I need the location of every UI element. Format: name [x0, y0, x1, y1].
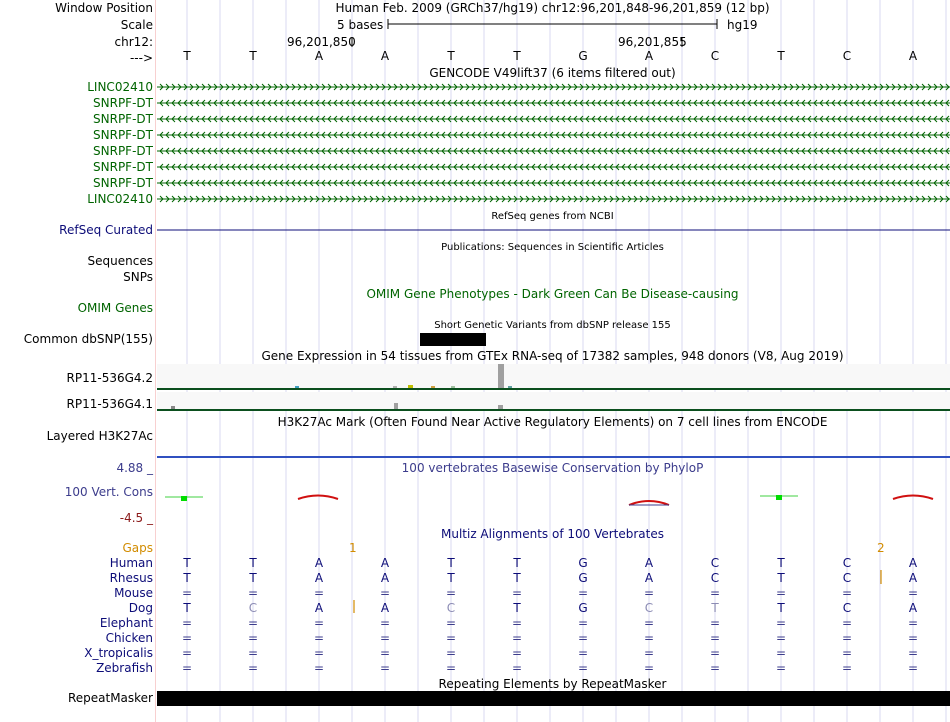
alignment-base: T	[777, 556, 785, 570]
alignment-base: =	[445, 586, 457, 600]
alignment-base: A	[380, 571, 390, 585]
alignment-base: C	[710, 571, 720, 585]
alignment-base: =	[709, 616, 721, 630]
alignment-base: T	[513, 556, 521, 570]
alignment-base: =	[841, 661, 853, 675]
species-label[interactable]: Elephant	[99, 616, 153, 630]
alignment-base: =	[379, 661, 391, 675]
alignment-row	[155, 616, 950, 631]
alignment-base: =	[445, 616, 457, 630]
coordinate-left: 96,201,850	[287, 35, 356, 49]
alignment-base: =	[643, 631, 655, 645]
omim-track-label[interactable]: OMIM Genes	[77, 301, 153, 315]
alignment-base: T	[249, 571, 257, 585]
gencode-gene-label[interactable]: LINC02410	[87, 80, 153, 94]
assembly-name: hg19	[727, 18, 758, 32]
alignment-base: =	[379, 616, 391, 630]
repeatmasker-block[interactable]	[157, 691, 950, 706]
gencode-gene-line	[157, 116, 950, 122]
ruler-base: A	[314, 49, 324, 63]
alignment-base: C	[248, 601, 258, 615]
alignment-base: A	[644, 556, 654, 570]
alignment-base: =	[643, 616, 655, 630]
dbsnp-track-label[interactable]: Common dbSNP(155)	[23, 332, 153, 346]
alignment-base: A	[380, 601, 390, 615]
dbsnp-track-title: Short Genetic Variants from dbSNP release 155	[434, 320, 671, 331]
alignment-base: T	[183, 571, 191, 585]
ruler-base: T	[447, 49, 455, 63]
ruler-base: A	[644, 49, 654, 63]
alignment-base: =	[511, 586, 523, 600]
alignment-base: =	[181, 646, 193, 660]
alignment-base: =	[775, 631, 787, 645]
position-title: Human Feb. 2009 (GRCh37/hg19) chr12:96,201,848-96,201,859 (12 bp)	[335, 1, 770, 15]
alignment-base: T	[513, 601, 521, 615]
gencode-gene-label[interactable]: SNRPF-DT	[93, 112, 153, 126]
alignment-base: =	[841, 616, 853, 630]
gencode-track-title: GENCODE V49lift37 (6 items filtered out)	[429, 66, 676, 80]
alignment-base: =	[643, 661, 655, 675]
dbsnp-variant-block[interactable]	[420, 333, 486, 346]
alignment-base: =	[313, 616, 325, 630]
alignment-row	[155, 661, 950, 676]
alignment-base: G	[578, 601, 588, 615]
alignment-base: T	[249, 556, 257, 570]
gencode-gene-label[interactable]: SNRPF-DT	[93, 144, 153, 158]
publications-sequences-label[interactable]: Sequences	[87, 254, 153, 268]
gaps-label: Gaps	[122, 541, 153, 555]
alignment-base: =	[709, 631, 721, 645]
alignment-base: =	[511, 631, 523, 645]
gencode-gene-line	[157, 196, 950, 202]
publications-track-title: Publications: Sequences in Scientific Articles	[441, 242, 664, 253]
alignment-base: T	[447, 571, 455, 585]
species-label[interactable]: X_tropicalis	[84, 646, 153, 660]
gencode-gene-label[interactable]: SNRPF-DT	[93, 96, 153, 110]
alignment-base: T	[777, 571, 785, 585]
alignment-base: A	[380, 556, 390, 570]
alignment-base: A	[644, 571, 654, 585]
alignment-base: C	[842, 556, 852, 570]
publications-snps-label[interactable]: SNPs	[123, 270, 153, 284]
alignment-base: =	[841, 631, 853, 645]
alignment-base: =	[577, 646, 589, 660]
ruler-base: C	[710, 49, 720, 63]
alignment-base: =	[247, 661, 259, 675]
phylop-track-title: 100 vertebrates Basewise Conservation by PhyloP	[401, 461, 704, 475]
alignment-base: =	[907, 646, 919, 660]
species-label[interactable]: Zebrafish	[96, 661, 153, 675]
gap-mark-1: 1	[349, 541, 357, 555]
alignment-base: T	[513, 571, 521, 585]
alignment-base: C	[710, 556, 720, 570]
alignment-base: =	[709, 586, 721, 600]
alignment-base: A	[314, 556, 324, 570]
alignment-base: G	[578, 556, 588, 570]
alignment-base: =	[511, 661, 523, 675]
gtex-gene-label-1[interactable]: RP11-536G4.2	[66, 371, 153, 385]
repeatmasker-track-label[interactable]: RepeatMasker	[67, 691, 153, 705]
alignment-row	[155, 586, 950, 601]
alignment-base: C	[842, 571, 852, 585]
browser-image[interactable]	[155, 0, 950, 722]
alignment-base: =	[181, 661, 193, 675]
alignment-base: =	[445, 631, 457, 645]
phylop-max-label: 4.88 _	[116, 461, 153, 475]
alignment-base: G	[578, 571, 588, 585]
alignment-base: =	[247, 631, 259, 645]
species-label[interactable]: Chicken	[105, 631, 153, 645]
alignment-base: =	[643, 586, 655, 600]
scale-label: Scale	[120, 18, 153, 32]
alignment-base: =	[907, 661, 919, 675]
ruler-base: A	[908, 49, 918, 63]
ruler-base: T	[513, 49, 521, 63]
alignment-base: =	[907, 631, 919, 645]
alignment-base: =	[775, 646, 787, 660]
gencode-gene-line	[157, 132, 950, 138]
alignment-base: T	[183, 556, 191, 570]
ruler-base: A	[380, 49, 390, 63]
species-label[interactable]: Human	[109, 556, 153, 570]
species-label[interactable]: Dog	[128, 601, 153, 615]
alignment-base: =	[313, 661, 325, 675]
alignment-base: =	[445, 646, 457, 660]
alignment-row	[155, 556, 950, 571]
ruler-bases	[155, 49, 950, 64]
strand-arrow-label: --->	[129, 51, 153, 65]
alignment-base: =	[643, 646, 655, 660]
alignment-base: =	[577, 661, 589, 675]
alignment-base: =	[775, 586, 787, 600]
alignment-row	[155, 571, 950, 586]
gencode-gene-label[interactable]: SNRPF-DT	[93, 128, 153, 142]
gencode-gene-line	[157, 180, 950, 186]
gtex-gene-label-2[interactable]: RP11-536G4.1	[66, 397, 153, 411]
gencode-gene-line	[157, 148, 950, 154]
alignment-base: =	[313, 586, 325, 600]
alignment-base: =	[511, 616, 523, 630]
alignment-row	[155, 646, 950, 661]
alignment-base: =	[313, 646, 325, 660]
alignment-base: =	[181, 631, 193, 645]
h3k27ac-track-title: H3K27Ac Mark (Often Found Near Active Regulatory Elements) on 7 cell lines from ENCODE	[277, 415, 828, 429]
alignment-base: =	[907, 616, 919, 630]
alignment-base: =	[577, 631, 589, 645]
phylop-track-label[interactable]: 100 Vert. Cons	[64, 485, 153, 499]
alignment-base: T	[777, 601, 785, 615]
alignment-base: =	[181, 586, 193, 600]
multiz-track-title: Multiz Alignments of 100 Vertebrates	[440, 527, 665, 541]
gtex-track-title: Gene Expression in 54 tissues from GTEx RNA-seq of 17382 samples, 948 donors (V8, Aug 2019)	[261, 349, 844, 363]
alignment-base: C	[842, 601, 852, 615]
ruler-base: T	[183, 49, 191, 63]
alignment-base: =	[577, 616, 589, 630]
refseq-track-title: RefSeq genes from NCBI	[491, 211, 614, 222]
alignment-base: A	[908, 601, 918, 615]
gtex-bars[interactable]	[157, 364, 950, 410]
chrom-label: chr12:	[114, 35, 153, 49]
alignment-base: A	[314, 601, 324, 615]
ruler-base: C	[842, 49, 852, 63]
ruler-base: G	[578, 49, 588, 63]
alignment-base: =	[511, 646, 523, 660]
gencode-gene-line	[157, 164, 950, 170]
gap-mark-2: 2	[877, 541, 885, 555]
alignment-base: =	[709, 646, 721, 660]
alignment-base: =	[775, 616, 787, 630]
gencode-gene-label[interactable]: SNRPF-DT	[93, 176, 153, 190]
ruler-base: T	[777, 49, 785, 63]
alignment-base: =	[247, 586, 259, 600]
alignment-base: C	[644, 601, 654, 615]
repeatmasker-track-title: Repeating Elements by RepeatMasker	[438, 677, 667, 691]
species-label[interactable]: Mouse	[114, 586, 153, 600]
alignment-base: T	[711, 601, 719, 615]
alignment-base: =	[445, 661, 457, 675]
window-position-label: Window Position	[55, 1, 153, 15]
alignment-base: =	[181, 616, 193, 630]
alignment-base: =	[709, 661, 721, 675]
h3k27ac-track-label[interactable]: Layered H3K27Ac	[46, 429, 153, 443]
alignment-base: =	[379, 631, 391, 645]
scale-bar	[388, 19, 717, 29]
alignment-base: A	[908, 571, 918, 585]
alignment-base: A	[908, 556, 918, 570]
ruler-base: T	[249, 49, 257, 63]
scale-text: 5 bases	[337, 18, 384, 32]
alignment-base: C	[446, 601, 456, 615]
alignment-base: =	[841, 646, 853, 660]
alignment-row	[155, 631, 950, 646]
phylop-marks[interactable]	[165, 495, 933, 505]
alignment-base: =	[907, 586, 919, 600]
gencode-gene-label[interactable]: SNRPF-DT	[93, 160, 153, 174]
alignment-base: =	[379, 586, 391, 600]
refseq-track-label[interactable]: RefSeq Curated	[59, 223, 153, 237]
phylop-min-label: -4.5 _	[119, 511, 153, 525]
gencode-gene-label[interactable]: LINC02410	[87, 192, 153, 206]
alignment-base: =	[247, 616, 259, 630]
alignment-row	[155, 601, 950, 616]
species-label[interactable]: Rhesus	[109, 571, 153, 585]
alignment-base: =	[379, 646, 391, 660]
gencode-gene-line	[157, 84, 950, 90]
alignment-base: =	[313, 631, 325, 645]
coordinate-right: 96,201,855	[618, 35, 687, 49]
alignment-base: T	[447, 556, 455, 570]
alignment-base: A	[314, 571, 324, 585]
alignment-base: =	[775, 661, 787, 675]
alignment-base: =	[247, 646, 259, 660]
alignment-base: =	[841, 586, 853, 600]
omim-track-title: OMIM Gene Phenotypes - Dark Green Can Be Disease-causing	[366, 287, 739, 301]
gencode-gene-line	[157, 100, 950, 106]
alignment-base: =	[577, 586, 589, 600]
alignment-base: T	[183, 601, 191, 615]
